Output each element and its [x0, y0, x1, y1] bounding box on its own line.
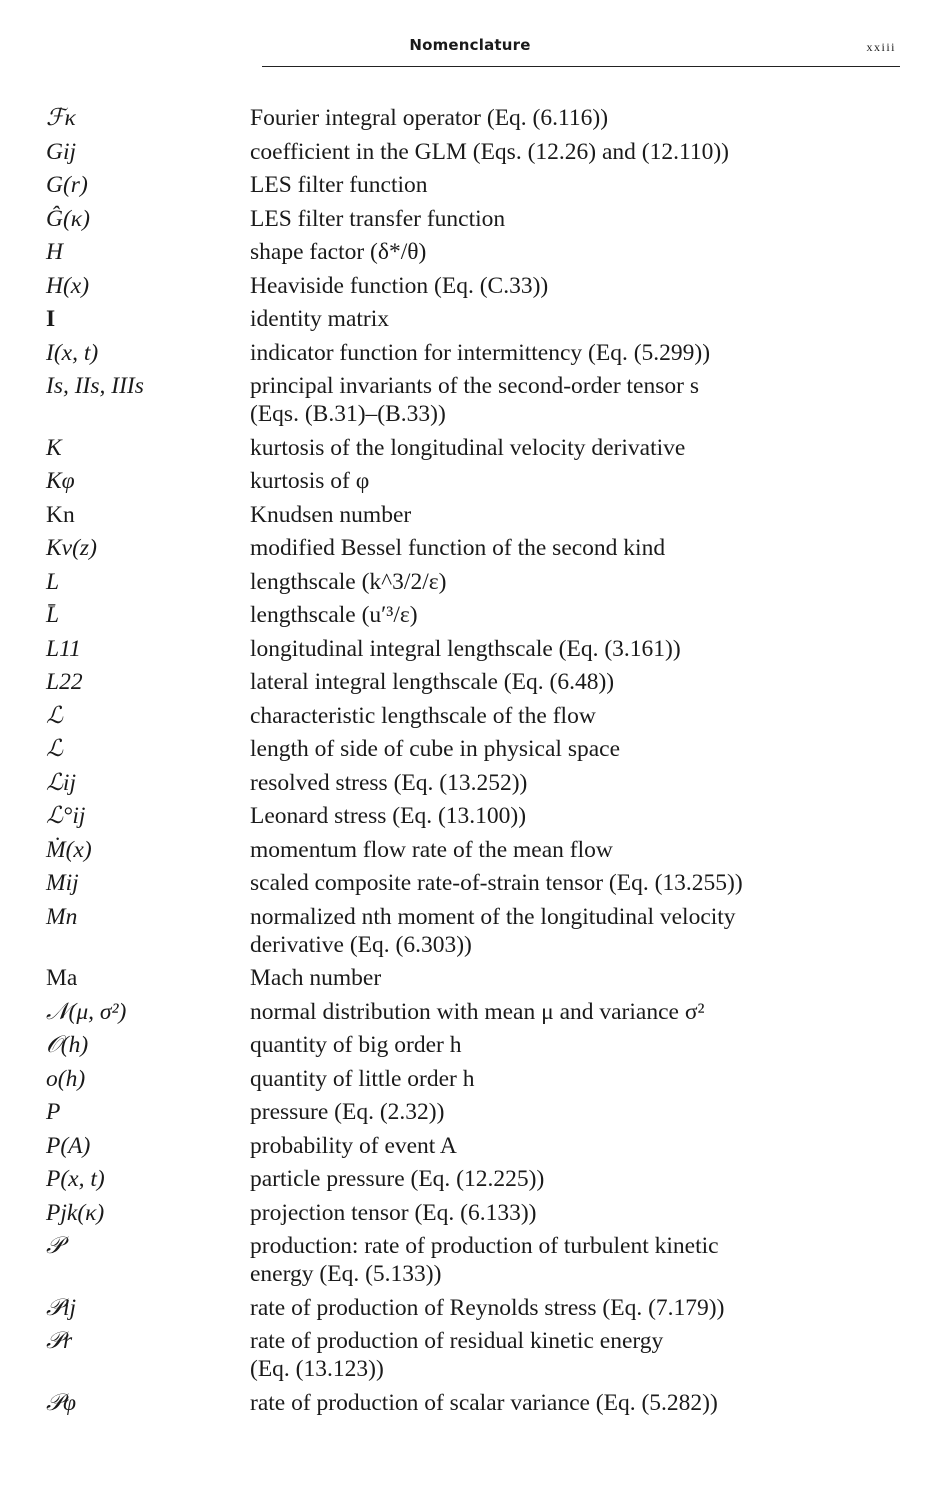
nomenclature-symbol: Pjk(κ): [46, 1199, 105, 1226]
nomenclature-entry: [46, 1031, 906, 1059]
running-header-title: Nomenclature: [409, 36, 531, 54]
nomenclature-description: probability of event A: [250, 1132, 457, 1159]
nomenclature-symbol: ℒ: [46, 702, 63, 729]
nomenclature-entry: [46, 802, 906, 830]
nomenclature-description: LES filter function: [250, 172, 428, 198]
nomenclature-symbol: Ĝ(κ): [46, 205, 90, 232]
nomenclature-description: kurtosis of the longitudinal velocity derivative: [250, 434, 686, 461]
nomenclature-symbol: I: [46, 306, 56, 332]
nomenclature-symbol: L22: [46, 669, 83, 695]
nomenclature-entry: [46, 601, 906, 629]
nomenclature-description: Mach number: [250, 965, 382, 991]
nomenclature-entry: [46, 635, 906, 663]
nomenclature-entry: [46, 1327, 906, 1383]
nomenclature-symbol: Ṁ(x): [46, 836, 92, 863]
nomenclature-entry: [46, 1098, 906, 1126]
nomenclature-symbol: L11: [46, 635, 81, 662]
nomenclature-description: Heaviside function (Eq. (C.33)): [250, 272, 549, 299]
nomenclature-symbol: 𝒩(μ, σ²): [46, 998, 127, 1025]
nomenclature-entry: [46, 534, 906, 562]
nomenclature-description: rate of production of Reynolds stress (Eq. (7.179)): [250, 1294, 725, 1321]
nomenclature-description: identity matrix: [250, 306, 390, 332]
nomenclature-entry: [46, 1165, 906, 1193]
nomenclature-description: resolved stress (Eq. (13.252)): [250, 769, 528, 796]
nomenclature-entry: [46, 501, 906, 529]
nomenclature-symbol: H(x): [46, 272, 90, 299]
nomenclature-symbol: Kφ: [46, 468, 75, 494]
nomenclature-description: characteristic lengthscale of the flow: [250, 702, 596, 729]
nomenclature-symbol: Ma: [46, 965, 78, 991]
nomenclature-symbol: P(x, t): [46, 1166, 105, 1192]
nomenclature-description: principal invariants of the second-order tensor s (Eqs. (B.31)–(B.33)): [250, 373, 699, 427]
nomenclature-entry: [46, 467, 906, 495]
nomenclature-entry: [46, 702, 906, 730]
nomenclature-symbol: Mn: [46, 903, 78, 930]
nomenclature-description: longitudinal integral lengthscale (Eq. (3.161)): [250, 635, 681, 662]
nomenclature-entry: [46, 104, 906, 132]
nomenclature-description: length of side of cube in physical space: [250, 736, 621, 762]
nomenclature-entry: [46, 869, 906, 897]
nomenclature-entry: [46, 836, 906, 864]
nomenclature-description: kurtosis of φ: [250, 468, 370, 494]
nomenclature-symbol: L̄: [46, 602, 60, 628]
nomenclature-entry: [46, 1294, 906, 1322]
nomenclature-symbol: o(h): [46, 1065, 86, 1092]
nomenclature-entry: [46, 1065, 906, 1093]
nomenclature-entry: [46, 434, 906, 462]
nomenclature-symbol: ℒ: [46, 736, 63, 762]
nomenclature-entry: [46, 964, 906, 992]
nomenclature-entry: [46, 1232, 906, 1288]
nomenclature-description: lengthscale (k^3/2/ε): [250, 568, 447, 595]
nomenclature-description: shape factor (δ*/θ): [250, 239, 427, 265]
nomenclature-symbol: ℒ°ij: [46, 803, 86, 829]
nomenclature-symbol: Is, IIs, IIIs: [46, 373, 144, 399]
nomenclature-entry: [46, 272, 906, 300]
nomenclature-description: scaled composite rate-of-strain tensor (Eq. (13.255)): [250, 870, 743, 896]
nomenclature-entry: [46, 903, 906, 959]
nomenclature-entry: [46, 1132, 906, 1160]
nomenclature-description: rate of production of residual kinetic energy (Eq. (13.123)): [250, 1328, 664, 1382]
header-divider: [262, 66, 900, 67]
nomenclature-description: rate of production of scalar variance (Eq. (5.282)): [250, 1389, 718, 1416]
nomenclature-entry: [46, 568, 906, 596]
nomenclature-symbol: Mij: [46, 870, 79, 896]
nomenclature-description: indicator function for intermittency (Eq. (5.299)): [250, 339, 711, 366]
nomenclature-description: Leonard stress (Eq. (13.100)): [250, 803, 527, 829]
nomenclature-symbol: Kν(z): [46, 535, 97, 561]
nomenclature-symbol: P: [46, 1099, 61, 1125]
nomenclature-symbol: G(r): [46, 172, 88, 198]
nomenclature-description: pressure (Eq. (2.32)): [250, 1099, 445, 1125]
nomenclature-description: lengthscale (u′³/ε): [250, 602, 418, 628]
nomenclature-description: lateral integral lengthscale (Eq. (6.48)): [250, 669, 615, 695]
nomenclature-entry: [46, 668, 906, 696]
nomenclature-entry: [46, 372, 906, 428]
nomenclature-symbol: 𝒫φ: [46, 1389, 76, 1416]
nomenclature-symbol: ℱκ: [46, 105, 76, 131]
nomenclature-symbol: I(x, t): [46, 339, 99, 366]
nomenclature-description: quantity of big order h: [250, 1032, 462, 1058]
nomenclature-entry: [46, 138, 906, 166]
nomenclature-entry: [46, 1389, 906, 1417]
nomenclature-description: Fourier integral operator (Eq. (6.116)): [250, 105, 609, 131]
nomenclature-symbol: 𝒫: [46, 1233, 63, 1259]
nomenclature-entry: [46, 171, 906, 199]
page-number: xxiii: [866, 40, 896, 54]
nomenclature-symbol: 𝒪(h): [46, 1032, 89, 1058]
nomenclature-symbol: K: [46, 434, 62, 461]
nomenclature-entry: [46, 339, 906, 367]
nomenclature-entry: [46, 769, 906, 797]
nomenclature-symbol: P(A): [46, 1132, 91, 1159]
nomenclature-entry: [46, 735, 906, 763]
nomenclature-description: quantity of little order h: [250, 1065, 475, 1092]
nomenclature-description: particle pressure (Eq. (12.225)): [250, 1166, 545, 1192]
nomenclature-symbol: Kn: [46, 501, 75, 528]
nomenclature-list: [46, 104, 906, 1422]
nomenclature-symbol: L: [46, 568, 60, 595]
nomenclature-description: momentum flow rate of the mean flow: [250, 836, 613, 863]
nomenclature-symbol: ℒij: [46, 769, 76, 796]
nomenclature-entry: [46, 305, 906, 333]
nomenclature-description: normalized nth moment of the longitudinal velocity derivative (Eq. (6.303)): [250, 903, 736, 958]
nomenclature-entry: [46, 998, 906, 1026]
nomenclature-description: Knudsen number: [250, 501, 412, 528]
nomenclature-symbol: Gij: [46, 138, 77, 165]
nomenclature-symbol: H: [46, 239, 63, 265]
nomenclature-description: normal distribution with mean μ and variance σ²: [250, 998, 705, 1025]
nomenclature-entry: [46, 1199, 906, 1227]
nomenclature-symbol: 𝒫r: [46, 1328, 73, 1354]
nomenclature-entry: [46, 238, 906, 266]
nomenclature-description: LES filter transfer function: [250, 205, 506, 232]
nomenclature-description: projection tensor (Eq. (6.133)): [250, 1199, 537, 1226]
nomenclature-description: modified Bessel function of the second kind: [250, 535, 666, 561]
nomenclature-description: production: rate of production of turbulent kinetic energy (Eq. (5.133)): [250, 1233, 719, 1287]
nomenclature-description: coefficient in the GLM (Eqs. (12.26) and (12.110)): [250, 138, 730, 165]
nomenclature-symbol: 𝒫ij: [46, 1294, 77, 1321]
nomenclature-entry: [46, 205, 906, 233]
